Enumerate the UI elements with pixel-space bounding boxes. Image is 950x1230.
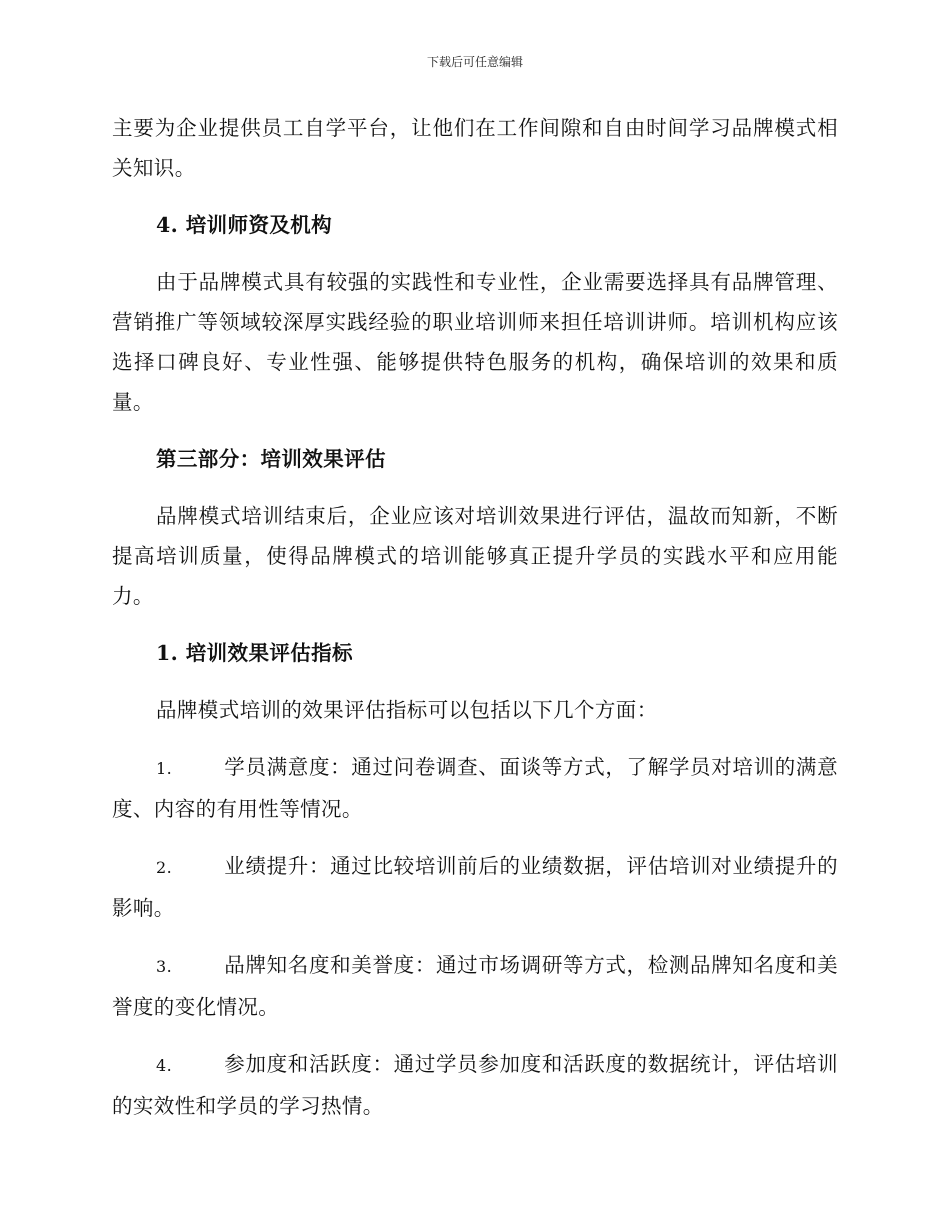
paragraph-evaluation-intro: 品牌模式培训结束后，企业应该对培训效果进行评估，温故而知新，不断提高培训质量，使得品牌模式的培训能够真正提升学员的实践水平和应用能力。 [112,504,838,608]
list-text: 参加度和活跃度：通过学员参加度和活跃度的数据统计，评估培训的实效性和学员的学习热情。 [112,1052,838,1118]
list-number: 3. [156,957,173,976]
page-header: 下载后可任意编辑 [426,55,523,69]
list-number: 4. [156,1056,173,1075]
paragraph-metrics-intro: 品牌模式培训的效果评估指标可以包括以下几个方面： [156,698,658,722]
list-item [112,1044,838,1126]
heading-part-three: 第三部分：培训效果评估 [156,447,386,471]
list-item [112,945,838,1027]
document-body [112,108,838,1143]
paragraph-trainers: 由于品牌模式具有较强的实践性和专业性，企业需要选择具有品牌管理、营销推广等领域较深厚实践经验的职业培训师来担任培训讲师。培训机构应该选择口碑良好、专业性强、能够提供特色服务的机构，确保培训的效果和质量。 [112,270,838,414]
list-number: 1. [156,759,173,778]
list-item [112,747,838,829]
paragraph-self-study: 主要为企业提供员工自学平台，让他们在工作间隙和自由时间学习品牌模式相关知识。 [112,116,838,180]
list-number: 2. [156,858,173,877]
heading-evaluation-metrics: 1. 培训效果评估指标 [156,641,353,665]
heading-trainers-institutions: 4. 培训师资及机构 [156,213,333,237]
list-text: 业绩提升：通过比较培训前后的业绩数据，评估培训对业绩提升的影响。 [112,854,838,920]
list-text: 学员满意度：通过问卷调查、面谈等方式，了解学员对培训的满意度、内容的有用性等情况。 [112,755,838,821]
list-text: 品牌知名度和美誉度：通过市场调研等方式，检测品牌知名度和美誉度的变化情况。 [112,953,838,1019]
list-item [112,846,838,928]
